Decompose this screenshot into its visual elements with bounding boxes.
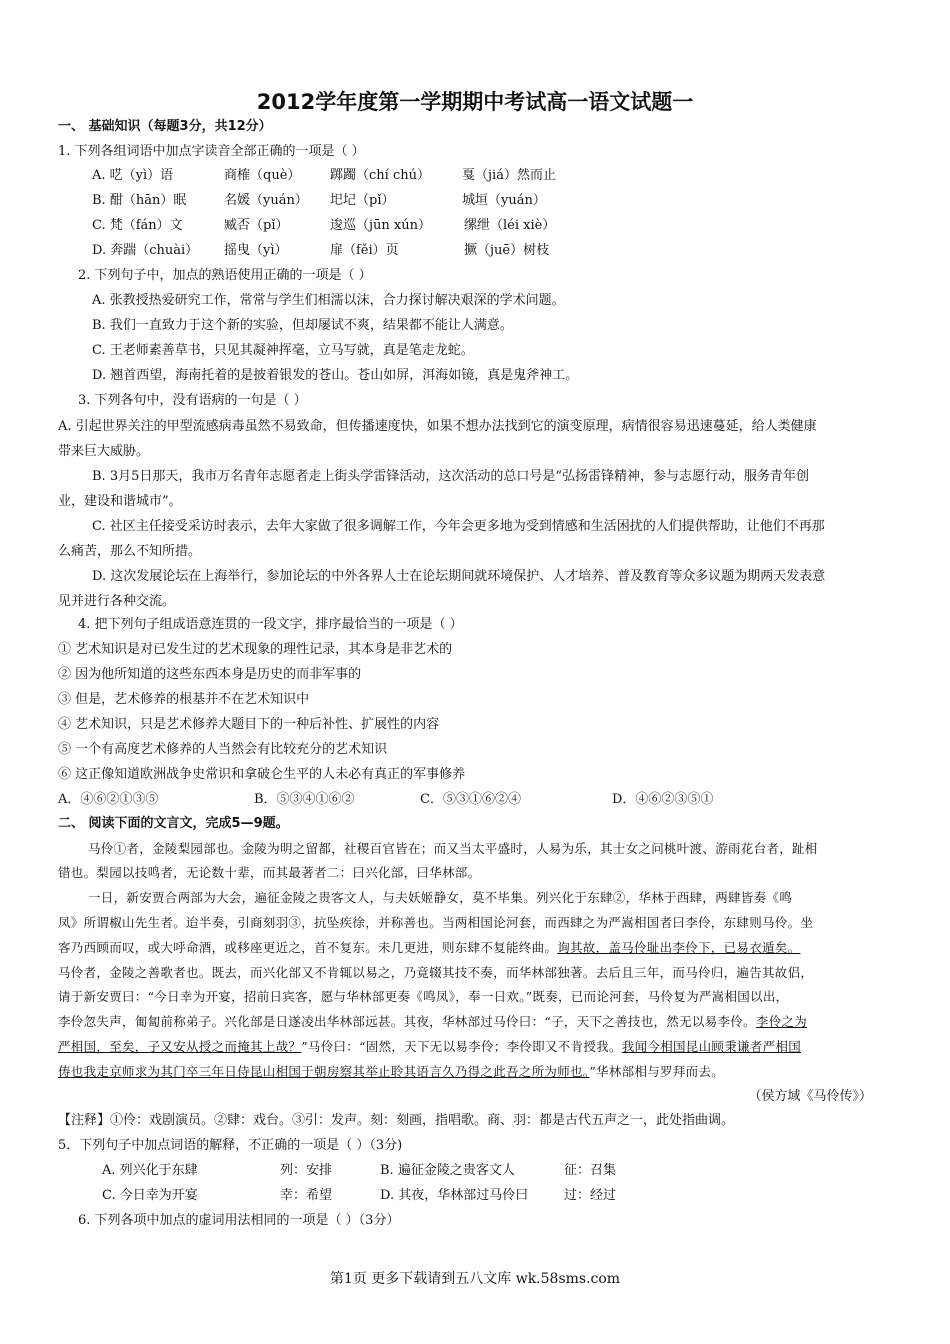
q1-d-1: D. 奔踹（chuài） — [92, 243, 199, 258]
q1-stem: 1. 下列各组词语中加点字读音全部正确的一项是（ ） — [58, 144, 365, 159]
passage-line-8-text: 李伶忽失声，匍匐前称弟子。兴化部是日遂凌出华林部远甚。其夜，华林部过马伶曰：“子，天下之善技也，然无以易李伶。 — [58, 1014, 756, 1029]
passage-underlined-3b: 俦也我走京师求为其门卒三年日侍昆山相国于朝房察其举止聆其语言久乃得之此吾之所为师也。 — [58, 1064, 590, 1079]
q1-b-4: 城垣（yuán） — [462, 193, 546, 208]
q3-option-d-line1: D. 这次发展论坛在上海举行，参加论坛的中外各界人士在论坛期间就环境保护、人才培养、普及教育等众多议题为期两天发表意 — [92, 569, 826, 584]
q6-stem: 6. 下列各项中加点的虚词用法相同的一项是（ ）（3分） — [78, 1213, 400, 1228]
passage-line-2: 错也。梨园以技鸣者，无论数十辈，而其最著者二：曰兴化部，曰华林部。 — [58, 865, 481, 880]
section-2-heading: 二、 阅读下面的文言文，完成5—9题。 — [58, 816, 289, 831]
q1-c-2: 臧否（pǐ） — [224, 218, 289, 233]
q5-row-2 — [102, 1187, 662, 1204]
q1-option-d — [92, 242, 612, 259]
q5-option-c: C. 今日幸为开宴 — [102, 1188, 198, 1203]
passage-underlined-2b: 严相国，至矣，子又安从授之而掩其上哉？ — [58, 1039, 302, 1054]
q5-option-b-gloss: 征：召集 — [564, 1163, 617, 1178]
q1-option-b — [92, 192, 612, 209]
q3-option-a-line2: 带来巨大威胁。 — [58, 444, 150, 459]
q1-a-1: A. 呓（yì）语 — [92, 168, 174, 183]
q4-item-1: ① 艺术知识是对已发生过的艺术现象的理性记录，其本身是非艺术的 — [58, 642, 453, 657]
passage-line-6: 马伶者，金陵之善歌者也。既去，而兴化部又不肯辄以易之，乃竟辍其技不奏，而华林部独著。去后且三年，而马伶归，遍告其故侣， — [58, 965, 814, 980]
q4-options — [58, 791, 758, 808]
passage-underlined-2a: 李伶之为 — [755, 1014, 808, 1029]
section-1-heading: 一、 基础知识（每题3分，共12分） — [58, 119, 272, 134]
q4-item-2: ② 因为他所知道的这些东西本身是历史的而非军事的 — [58, 667, 362, 682]
passage-source: （侯方域《马伶传》） — [748, 1089, 872, 1104]
passage-line-5-text: 客乃西顾而叹，或大呼命酒，或移座更近之，首不复东。未几更进，则东肆不复能终曲。 — [58, 940, 558, 955]
q2-option-a: A. 张教授热爱研究工作，常常与学生们相濡以沫，合力探讨解决艰深的学术问题。 — [92, 293, 565, 308]
q3-option-c-line1: C. 社区主任接受采访时表示，去年大家做了很多调解工作，今年会更多地为受到情感和生活困扰的人们提供帮助，让他们不再那 — [92, 519, 825, 534]
passage-line-9-text: ”马伶曰：“固然，天下无以易李伶；李伶即又不肯授我。 — [301, 1039, 622, 1054]
passage-line-5 — [58, 939, 908, 956]
passage-line-10 — [58, 1063, 908, 1080]
q3-option-d-line2: 见并进行各种交流。 — [58, 594, 176, 609]
q3-option-a-line1: A. 引起世界关注的甲型流感病毒虽然不易致命，但传播速度快，如果不想办法找到它的演变原理，病情很容易迅速蔓延，给人类健康 — [58, 419, 817, 434]
q1-option-c — [92, 217, 612, 234]
q5-option-a: A. 列兴化于东肆 — [102, 1163, 198, 1178]
q1-c-3: 逡巡（jūn xún） — [330, 218, 431, 233]
q1-d-4: 撅（juē）树枝 — [464, 243, 550, 258]
q4-option-a: A．④⑥②①③⑤ — [58, 792, 159, 807]
q4-item-5: ⑤ 一个有高度艺术修养的人当然会有比较充分的艺术知识 — [58, 742, 388, 757]
q4-item-3: ③ 但是，艺术修养的根基并不在艺术知识中 — [58, 692, 310, 707]
q3-stem: 3. 下列各句中，没有语病的一句是（ ） — [78, 393, 307, 408]
passage-line-10-text: ”华林部相与罗拜而去。 — [589, 1064, 725, 1079]
q4-option-c: C．⑤③①⑥②④ — [420, 792, 521, 807]
q1-b-3: 圯圮（pǐ） — [330, 193, 395, 208]
passage-notes: 【注释】①伶：戏剧演员。②肆：戏台。③引：发声。刻：刻画，指唱歌。商、羽：都是古代五声之一，此处指曲调。 — [58, 1113, 735, 1128]
passage-line-4: 凤》所谓椒山先生者。迨半奏，引商刻羽③，抗坠疾徐，并称善也。当两相国论河套，而西肆之为严嵩相国者曰李伶，东肆则马伶。坐 — [58, 915, 814, 930]
q3-option-c-line2: 么痛苦，那么不知所措。 — [58, 544, 202, 559]
q4-stem: 4. 把下列句子组成语意连贯的一段文字，排序最恰当的一项是（ ） — [78, 617, 463, 632]
q3-option-b-line1: B. 3月5日那天，我市万名青年志愿者走上街头学雷锋活动，这次活动的总口号是“弘扬雷锋精神，参与志愿行动，服务青年创 — [92, 469, 810, 484]
q1-a-2: 商榷（què） — [224, 168, 301, 183]
passage-line-9 — [58, 1038, 908, 1055]
q4-item-4: ④ 艺术知识，只是艺术修养大题目下的一种后补性、扩展性的内容 — [58, 717, 440, 732]
page-footer: 第1页 更多下载请到五八文库 wk.58sms.com — [329, 1271, 621, 1287]
q4-option-d: D．④⑥②③⑤① — [612, 792, 714, 807]
q1-b-1: B. 酣（hān）眠 — [92, 193, 187, 208]
q3-option-b-line2: 业，建设和谐城市”。 — [58, 494, 182, 509]
passage-line-7: 请于新安贾曰：“今日幸为开宴，招前日宾客，愿与华林部更奏《鸣凤》，奉一日欢。”既奏，已而论河套，马伶复为严嵩相国以出， — [58, 989, 789, 1004]
page-title: 2012学年度第一学期期中考试高一语文试题一 — [256, 90, 694, 114]
q4-item-6: ⑥ 这正像知道欧洲战争史常识和拿破仑生平的人未必有真正的军事修养 — [58, 767, 466, 782]
passage-underlined-3a: 我闻今相国昆山顾秉谦者严相国 — [621, 1039, 801, 1054]
q2-option-b: B. 我们一直致力于这个新的实验，但却屡试不爽，结果都不能让人满意。 — [92, 318, 513, 333]
passage-line-8 — [58, 1013, 908, 1030]
q4-option-b: B．⑤③④①⑥② — [254, 792, 355, 807]
q5-option-b: B. 遍征金陵之贵客文人 — [380, 1163, 515, 1178]
q2-stem: 2. 下列句子中，加点的熟语使用正确的一项是（ ） — [78, 268, 372, 283]
q5-option-a-gloss: 列：安排 — [280, 1163, 333, 1178]
q5-option-c-gloss: 幸：希望 — [280, 1188, 333, 1203]
passage-underlined-1: 询其故，盖马伶耻出李伶下，已易衣遁矣。 — [557, 940, 801, 955]
q1-c-1: C. 梵（fán）文 — [92, 218, 183, 233]
q1-c-4: 缧绁（léi xiè） — [464, 218, 556, 233]
passage-line-1: 马伶①者，金陵梨园部也。金陵为明之留都，社稷百官皆在；而又当太平盛时，人易为乐，其士女之问桃叶渡、游雨花台者，趾相 — [88, 841, 818, 856]
q2-option-c: C. 王老师素善草书，只见其凝神挥毫，立马写就，真是笔走龙蛇。 — [92, 343, 474, 358]
q5-stem: 5．下列句子中加点词语的解释，不正确的一项是（ ）（3分) — [58, 1138, 403, 1153]
q5-row-1 — [102, 1162, 662, 1179]
q2-option-d: D. 翘首西望，海南托着的是披着银发的苍山。苍山如屏，洱海如镜，真是鬼斧神工。 — [92, 368, 579, 383]
q1-d-3: 扉（fěi）页 — [330, 243, 399, 258]
passage-line-3: 一日，新安贾合两部为大会，遍征金陵之贵客文人，与夫妖姬静女，莫不毕集。列兴化于东肆②，华林于西肆，两肆皆奏《鸣 — [88, 890, 793, 905]
q1-option-a — [92, 167, 612, 184]
q1-d-2: 摇曳（yì） — [224, 243, 288, 258]
q5-option-d: D. 其夜，华林部过马伶曰 — [380, 1188, 529, 1203]
q1-b-2: 名媛（yuán） — [224, 193, 308, 208]
q1-a-4: 戛（jiá）然而止 — [462, 168, 556, 183]
q5-option-d-gloss: 过：经过 — [564, 1188, 617, 1203]
q1-a-3: 踯躅（chí chú） — [330, 168, 430, 183]
